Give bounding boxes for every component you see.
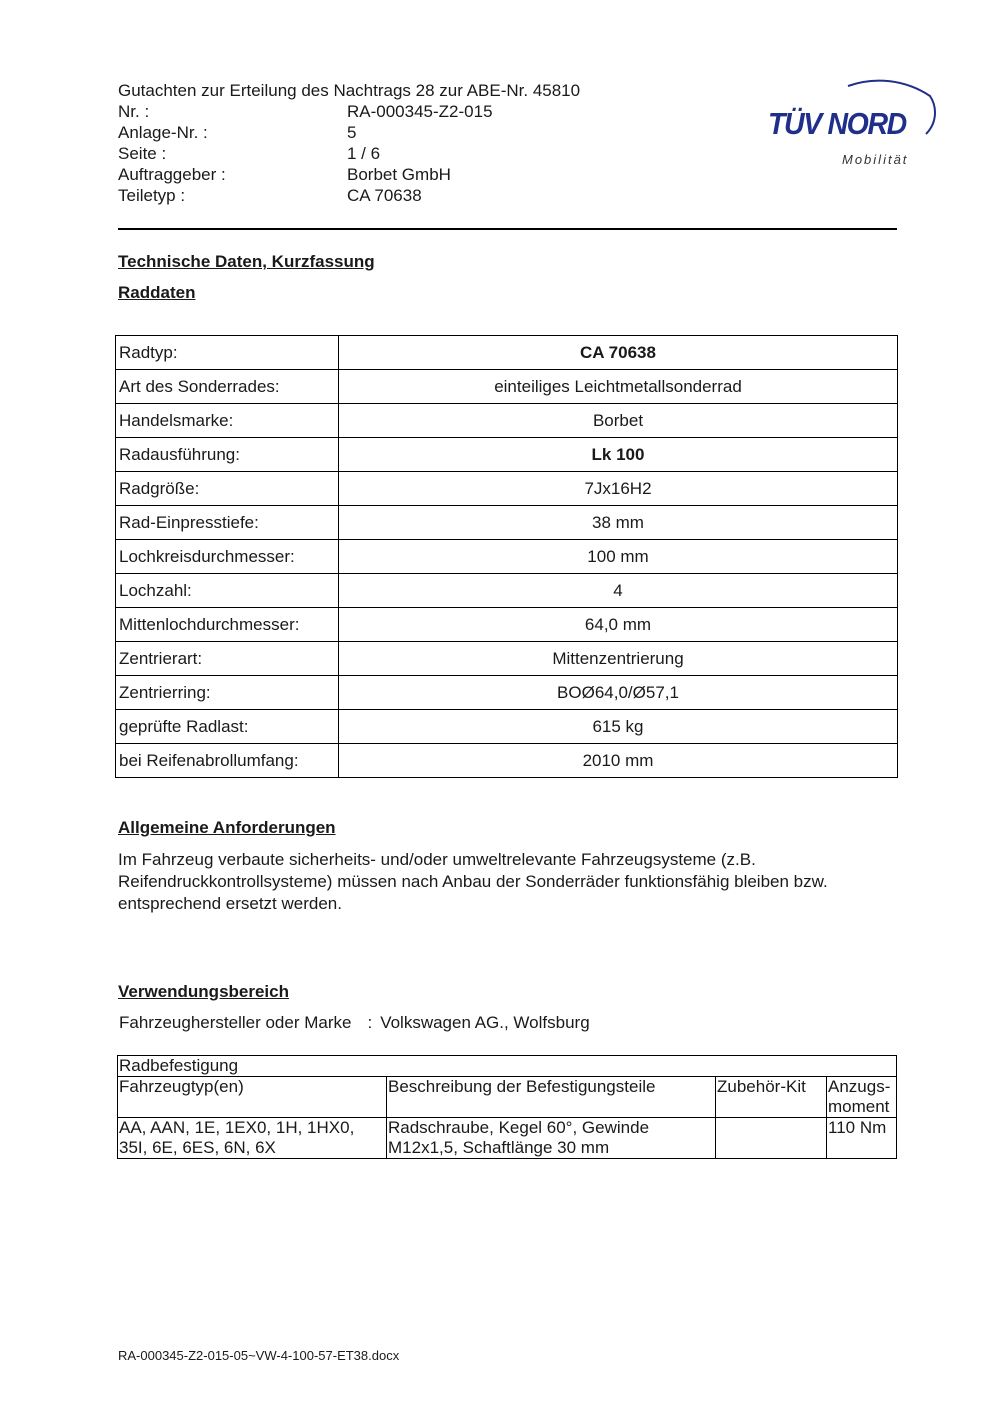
- row-value: 7Jx16H2: [339, 472, 898, 506]
- header-beschreibung: Beschreibung der Befestigungsteile: [387, 1077, 716, 1118]
- row-label: Zentrierart:: [116, 642, 339, 676]
- row-value: 100 mm: [339, 540, 898, 574]
- raddaten-table: [115, 335, 898, 778]
- header-moment-line: Anzugs-: [828, 1077, 891, 1096]
- row-value: Borbet: [339, 404, 898, 438]
- row-label: Zentrierring:: [116, 676, 339, 710]
- row-label: Lochkreisdurchmesser:: [116, 540, 339, 574]
- header-key: Seite :: [118, 144, 167, 163]
- table-row: [116, 710, 898, 744]
- row-value: CA 70638: [339, 336, 898, 370]
- header-moment-line: moment: [828, 1097, 890, 1116]
- header-value: 5: [347, 123, 357, 142]
- table-row: [118, 1056, 897, 1077]
- manufacturer-label: Fahrzeughersteller oder Marke: [119, 1013, 352, 1032]
- header-key: Auftraggeber :: [118, 165, 226, 184]
- cell-typ: [118, 1118, 387, 1159]
- cell-line: Radschraube, Kegel 60°, Gewinde: [388, 1118, 650, 1137]
- mounting-caption: Radbefestigung: [118, 1056, 897, 1077]
- cell-kit: [716, 1118, 827, 1159]
- table-row: [116, 404, 898, 438]
- row-label: Radausführung:: [116, 438, 339, 472]
- header-divider: [118, 228, 897, 230]
- row-value: einteiliges Leichtmetallsonderrad: [339, 370, 898, 404]
- cell-line: 35I, 6E, 6ES, 6N, 6X: [119, 1138, 276, 1157]
- section-title-raddaten: Raddaten: [118, 283, 196, 302]
- header-moment: [827, 1077, 897, 1118]
- table-row: [116, 744, 898, 778]
- row-label: geprüfte Radlast:: [116, 710, 339, 744]
- row-label: Radgröße:: [116, 472, 339, 506]
- row-value: 615 kg: [339, 710, 898, 744]
- table-row: [116, 336, 898, 370]
- section-title-tech: Technische Daten, Kurzfassung: [118, 252, 375, 271]
- header-row-nr: [118, 101, 580, 122]
- header-key: Teiletyp :: [118, 186, 186, 205]
- header-row-auftraggeber: [118, 164, 580, 185]
- table-row: [116, 438, 898, 472]
- paragraph-line: entsprechend ersetzt werden.: [118, 894, 342, 913]
- row-value: 2010 mm: [339, 744, 898, 778]
- logo-brand: TÜV NORD: [768, 106, 906, 141]
- header-row-teiletyp: [118, 185, 580, 206]
- table-header-row: [118, 1077, 897, 1118]
- table-row: [116, 540, 898, 574]
- tuv-nord-logo: [760, 56, 945, 176]
- table-row: [116, 676, 898, 710]
- cell-moment: 110 Nm: [827, 1118, 897, 1159]
- cell-line: M12x1,5, Schaftlänge 30 mm: [388, 1138, 610, 1157]
- header-typ: Fahrzeugtyp(en): [118, 1077, 387, 1118]
- table-row: [118, 1118, 897, 1159]
- row-value: 4: [339, 574, 898, 608]
- header-kit: Zubehör-Kit: [716, 1077, 827, 1118]
- table-row: [116, 472, 898, 506]
- row-value: Lk 100: [339, 438, 898, 472]
- header-value: Borbet GmbH: [347, 165, 451, 184]
- report-title: Gutachten zur Erteilung des Nachtrags 28 zur ABE-Nr. 45810: [118, 81, 581, 100]
- paragraph-line: Im Fahrzeug verbaute sicherheits- und/oder umweltrelevante Fahrzeugsysteme (z.B.: [118, 850, 756, 869]
- cell-line: AA, AAN, 1E, 1EX0, 1H, 1HX0,: [119, 1118, 355, 1137]
- cell-beschreibung: [387, 1118, 716, 1159]
- table-row: [116, 574, 898, 608]
- row-label: Radtyp:: [116, 336, 339, 370]
- section-title-allgemein: Allgemeine Anforderungen: [118, 818, 336, 837]
- header-row-anlage: [118, 122, 580, 143]
- manufacturer-line: [119, 1013, 590, 1033]
- row-label: Mittenlochdurchmesser:: [116, 608, 339, 642]
- row-value: 64,0 mm: [339, 608, 898, 642]
- row-label: bei Reifenabrollumfang:: [116, 744, 339, 778]
- row-value: 38 mm: [339, 506, 898, 540]
- table-row: [116, 642, 898, 676]
- footer-filename: RA-000345-Z2-015-05~VW-4-100-57-ET38.docx: [118, 1348, 400, 1363]
- header-value: RA-000345-Z2-015: [347, 102, 493, 121]
- document-header: [118, 80, 580, 206]
- row-value: Mittenzentrierung: [339, 642, 898, 676]
- header-key: Nr. :: [118, 102, 150, 121]
- paragraph-line: Reifendruckkontrollsysteme) müssen nach Anbau der Sonderräder funktionsfähig bleiben bzw.: [118, 872, 828, 891]
- row-label: Handelsmarke:: [116, 404, 339, 438]
- mounting-table: [117, 1055, 897, 1159]
- row-label: Lochzahl:: [116, 574, 339, 608]
- table-row: [116, 506, 898, 540]
- logo-subtitle: Mobilität: [842, 152, 909, 167]
- header-key: Anlage-Nr. :: [118, 123, 208, 142]
- section-title-verwendung: Verwendungsbereich: [118, 982, 289, 1001]
- table-row: [116, 370, 898, 404]
- header-row-seite: [118, 143, 580, 164]
- header-value: CA 70638: [347, 186, 422, 205]
- manufacturer-separator: :: [367, 1013, 373, 1032]
- allgemein-paragraph: [118, 849, 908, 915]
- row-value: BOØ64,0/Ø57,1: [339, 676, 898, 710]
- row-label: Rad-Einpresstiefe:: [116, 506, 339, 540]
- header-value: 1 / 6: [347, 144, 381, 163]
- row-label: Art des Sonderrades:: [116, 370, 339, 404]
- table-row: [116, 608, 898, 642]
- manufacturer-value: Volkswagen AG., Wolfsburg: [380, 1013, 590, 1032]
